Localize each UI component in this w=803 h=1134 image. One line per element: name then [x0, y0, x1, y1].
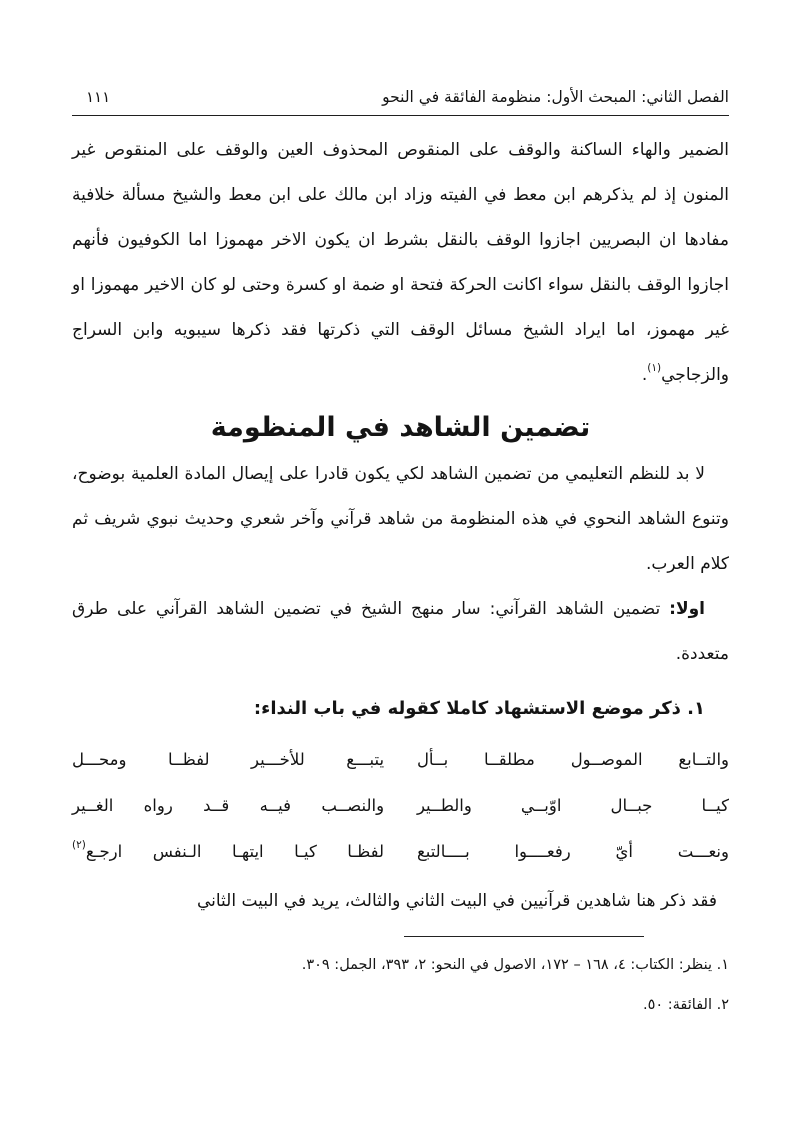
- paragraph-3-lead: اولا:: [669, 599, 705, 619]
- page-body: [72, 128, 729, 924]
- paragraph-1-text: الضمير والهاء الساكنة والوقف على المنقوص المحذوف العين والوقف على المنقوص غير المنون إذ لم يذكرهم ابن معط في الفيته وزاد ابن مالك على ابن معط والشيخ مسألة خلافية مفادها ان البصريين اجازوا الوقف بالنقل بشرط ان يكون الاخر مهموزا اما الكوفيون فأنهم اجازوا الوقف بالنقل سواء اكانت الحركة فتحة او ضمة او كسرة وحتى لو كان الاخير مهموزا او غير مهموز، اما ايراد الشيخ مسائل الوقف التي ذكرتها فقد ذكرها سيبويه وابن السراج والزجاجي: [72, 140, 729, 385]
- paragraph-2: لا بد للنظم التعليمي من تضمين الشاهد لكي يكون قادرا على إيصال المادة العلمية بوضوح، وتنوع الشاهد النحوي في هذه المنظومة من شاهد قرآني وآخر شعري وحديث نبوي شريف ثم كلام العرب.: [72, 464, 729, 574]
- page-footer: [72, 936, 729, 1025]
- page-header: [72, 88, 729, 116]
- paragraph-3-text: تضمين الشاهد القرآني: سار منهج الشيخ في تضمين الشاهد القرآني على طرق متعددة.: [72, 599, 729, 664]
- footnote-ref-1: (١): [647, 362, 662, 374]
- verse-1-left-text: يتبـــع للأخـــير لفظــا ومحـــل: [72, 750, 385, 769]
- verse-3-right-hemistich: ونعـــت أيّ رفعــــوا بــــالتبع: [416, 842, 729, 861]
- paragraph-1-period: .: [641, 365, 648, 385]
- verse-line-1: [72, 737, 729, 783]
- footnote-1: ١. ينظر: الكتاب: ٤، ١٦٨ – ١٧٢، الاصول في النحو: ٢، ٣٩٣، الجمل: ٣٠٩.: [301, 957, 729, 973]
- paragraph-3: [72, 587, 729, 677]
- verse-1-left-hemistich: [72, 737, 384, 783]
- verse-1-right-hemistich: والتــابع الموصــول مطلقــا بــأل: [416, 750, 729, 769]
- footnote-separator: [404, 936, 644, 937]
- verse-2-right-hemistich: كيــا جبــال اوّبــي والطــير: [416, 796, 729, 815]
- footnote-2: ٢. الفائقة: ٥٠.: [642, 997, 729, 1013]
- footnote-ref-2: (٢): [72, 839, 86, 851]
- footnotes: [72, 945, 729, 1025]
- verse-2-left-text: والنصــب فيــه قــد رواه الغــير: [72, 796, 385, 815]
- verse-line-2: [72, 783, 729, 829]
- paragraph-4: فقد ذكر هنا شاهدين قرآنيين في البيت الثاني والثالث، يريد في البيت الثاني: [196, 891, 717, 911]
- chapter-title: الفصل الثاني: المبحث الأول: منظومة الفائقة في النحو: [382, 88, 729, 106]
- page-number: ١١١: [86, 88, 111, 106]
- paragraph-1: [72, 128, 729, 398]
- verse-2-left-hemistich: [72, 783, 384, 829]
- verse-line-3: [72, 829, 729, 875]
- verse-block: [72, 737, 729, 875]
- subsection-heading: ١. ذكر موضع الاستشهاد كاملا كقوله في باب النداء:: [253, 698, 705, 719]
- section-heading: تضمين الشاهد في المنظومة: [210, 412, 591, 443]
- verse-3-left-text: لفظـا كيـا ايتهـا الـنفس ارجـع: [85, 842, 385, 861]
- verse-3-left-hemistich: [72, 829, 384, 875]
